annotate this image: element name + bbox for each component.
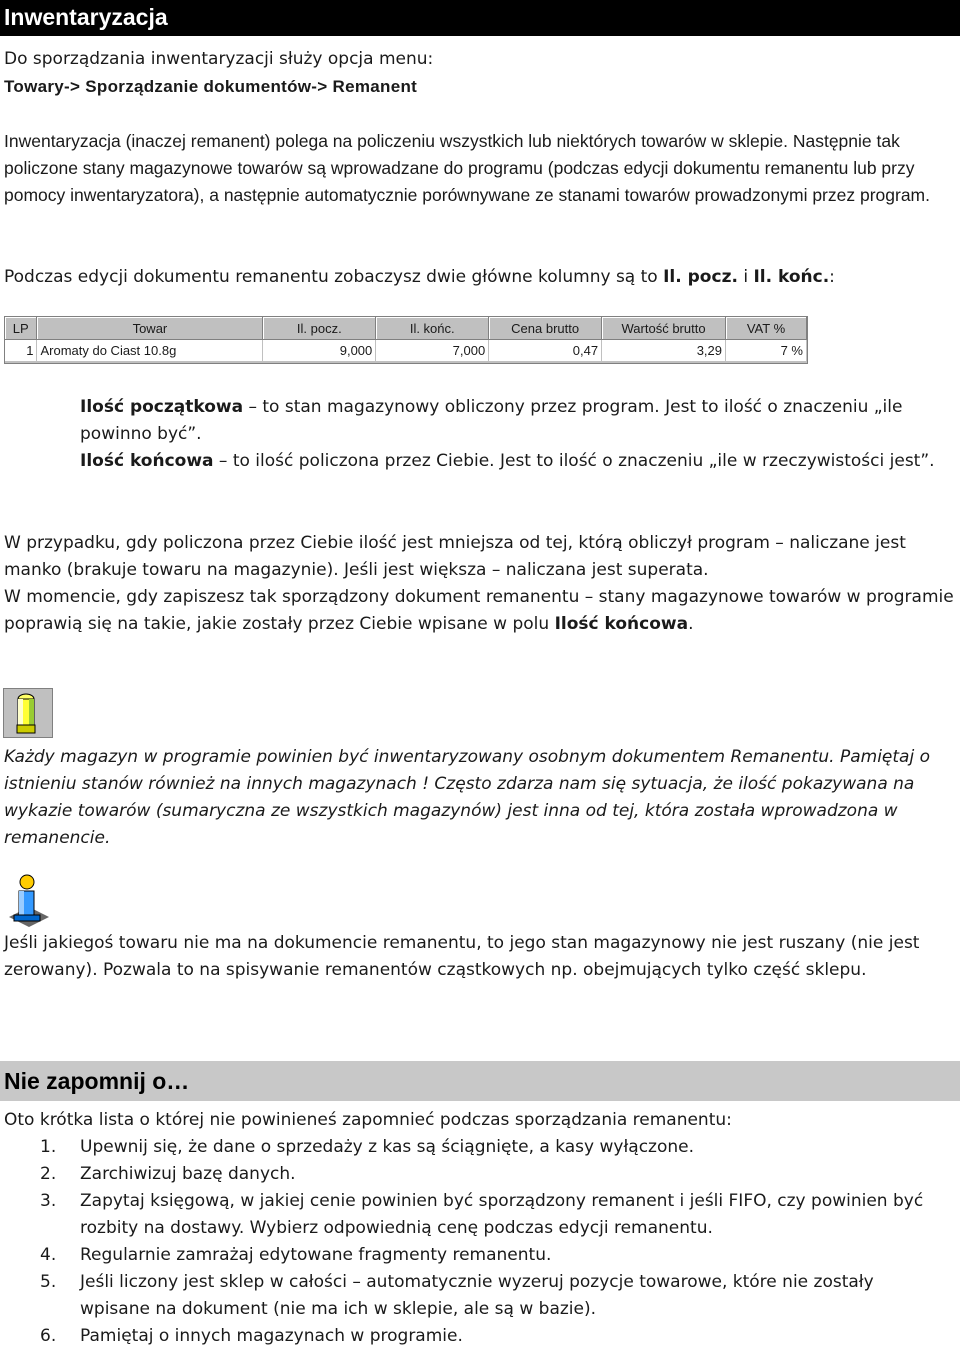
explanation-p2-text: W momencie, gdy zapiszesz tak sporządzony dokument remanentu – stany magazynowe towarów w programie poprawią się na takie, jakie zostały przez Ciebie wpisane w polu xyxy=(4,587,954,634)
warning-text: Każdy magazyn w programie powinien być inwentaryzowany osobnym dokumentem Remanentu. Pamiętaj o istnieniu stanów również na innych magazynach ! Często zdarza nam się sytuacja, że ilość pokazywana na wykazie towarów (sumaryczna ze wszystkich magazynów) jest inna od tej, która została wprowadzona w remanencie. xyxy=(4,747,930,848)
definition-initial-term: Ilość początkowa xyxy=(80,397,244,417)
header-lp[interactable]: LP xyxy=(5,317,37,340)
explanation-paragraph-2 xyxy=(4,584,956,638)
cell-towar: Aromaty do Ciast 10.8g xyxy=(37,340,263,362)
header-il-pocz[interactable]: Il. pocz. xyxy=(263,317,376,340)
list-item-text: Upewnij się, że dane o sprzedaży z kas są ściągnięte, a kasy wyłączone. xyxy=(80,1137,695,1157)
explanation-p2-end: . xyxy=(688,614,694,634)
remanent-grid xyxy=(4,316,808,364)
definition-initial xyxy=(80,394,956,448)
list-item-number: 4. xyxy=(40,1245,57,1265)
list-item xyxy=(0,1242,960,1269)
cell-cena-brutto: 0,47 xyxy=(489,340,602,362)
columns-intro-text: Podczas edycji dokumentu remanentu zobaczysz dwie główne kolumny są to xyxy=(4,267,658,287)
list-item-text: Jeśli liczony jest sklep w całości – automatycznie wyzeruj pozycje towarowe, które nie zostały wpisane na dokument (nie ma ich w sklepie, ale są w bazie). xyxy=(80,1272,874,1319)
description-paragraph: Inwentaryzacja (inaczej remanent) polega na policzeniu wszystkich lub niektórych towarów w sklepie. Następnie tak policzone stany magazynowe towarów są wprowadzane do programu (podczas edycji dokumentu remanentu lub przy pomocy inwentaryzatora), a następnie automatycznie porównywane ze stanami towarów prowadzonymi przez program. xyxy=(4,131,930,205)
columns-intro-suffix: : xyxy=(829,267,835,287)
cell-lp: 1 xyxy=(5,340,37,362)
header-towar[interactable]: Towar xyxy=(37,317,263,340)
menu-path: Towary-> Sporządzanie dokumentów-> Remanent xyxy=(4,77,418,96)
header-vat[interactable]: VAT % xyxy=(726,317,807,340)
list-item xyxy=(0,1188,960,1242)
definition-final-term: Ilość końcowa xyxy=(80,451,214,471)
list-item xyxy=(0,1323,960,1350)
list-item-text: Zapytaj księgową, w jakiej cenie powinien być sporządzony remanent i jeśli FIFO, czy powinien być rozbity na dostawy. Wybierz odpowiednią cenę podczas edycji remanentu. xyxy=(80,1191,924,1238)
list-item xyxy=(0,1134,960,1161)
column-initial-name: Il. pocz. xyxy=(663,267,738,287)
intro-text: Do sporządzania inwentaryzacji służy opcja menu: xyxy=(4,49,434,69)
cell-vat: 7 % xyxy=(726,340,807,362)
list-item-text: Pamiętaj o innych magazynach w programie. xyxy=(80,1326,463,1346)
columns-intro xyxy=(4,264,956,291)
header-il-konc[interactable]: Il. końc. xyxy=(376,317,489,340)
definition-initial-desc: – to stan magazynowy obliczony przez program. Jest to ilość o znaczeniu „ile powinno być”. xyxy=(80,397,903,444)
list-item-number: 5. xyxy=(40,1272,57,1292)
list-item-text: Zarchiwizuj bazę danych. xyxy=(80,1164,296,1184)
table-header-row xyxy=(5,317,807,340)
info-icon xyxy=(3,873,53,927)
warning-lamp-icon xyxy=(3,688,53,738)
list-item-number: 2. xyxy=(40,1164,57,1184)
list-item-number: 3. xyxy=(40,1191,57,1211)
cell-il-konc: 7,000 xyxy=(376,340,489,362)
page-title: Inwentaryzacja xyxy=(0,0,960,36)
reminder-section-title: Nie zapomnij o… xyxy=(0,1061,960,1101)
header-cena-brutto[interactable]: Cena brutto xyxy=(489,317,602,340)
list-item-text: Regularnie zamrażaj edytowane fragmenty remanentu. xyxy=(80,1245,552,1265)
definition-final-desc: – to ilość policzona przez Ciebie. Jest to ilość o znaczeniu „ile w rzeczywistości jest”. xyxy=(213,451,935,471)
columns-intro-and: i xyxy=(743,267,749,287)
info-text: Jeśli jakiegoś towaru nie ma na dokumencie remanentu, to jego stan magazynowy nie jest ruszany (nie jest zerowany). Pozwala to na spisywanie remanentów cząstkowych np. obejmujących tylko część sklepu. xyxy=(4,933,920,980)
cell-wartosc-brutto: 3,29 xyxy=(602,340,726,362)
list-item-number: 1. xyxy=(40,1137,57,1157)
column-final-name: Il. końc. xyxy=(753,267,830,287)
header-wartosc-brutto[interactable]: Wartość brutto xyxy=(602,317,726,340)
explanation-paragraph-1: W przypadku, gdy policzona przez Ciebie ilość jest mniejsza od tej, którą obliczył program – naliczane jest manko (brakuje towaru na magazynie). Jeśli jest większa – naliczana jest superata. xyxy=(4,533,906,580)
remanent-table xyxy=(5,317,807,361)
reminder-list xyxy=(0,1134,960,1350)
list-item xyxy=(0,1161,960,1188)
explanation-p2-bold: Ilość końcowa xyxy=(554,614,689,634)
cell-il-pocz: 9,000 xyxy=(263,340,376,362)
table-row[interactable] xyxy=(5,340,807,362)
definition-final xyxy=(80,448,956,475)
reminder-intro: Oto krótka lista o której nie powinieneś zapomnieć podczas sporządzania remanentu: xyxy=(4,1110,732,1130)
list-item xyxy=(0,1269,960,1323)
list-item-number: 6. xyxy=(40,1326,57,1346)
